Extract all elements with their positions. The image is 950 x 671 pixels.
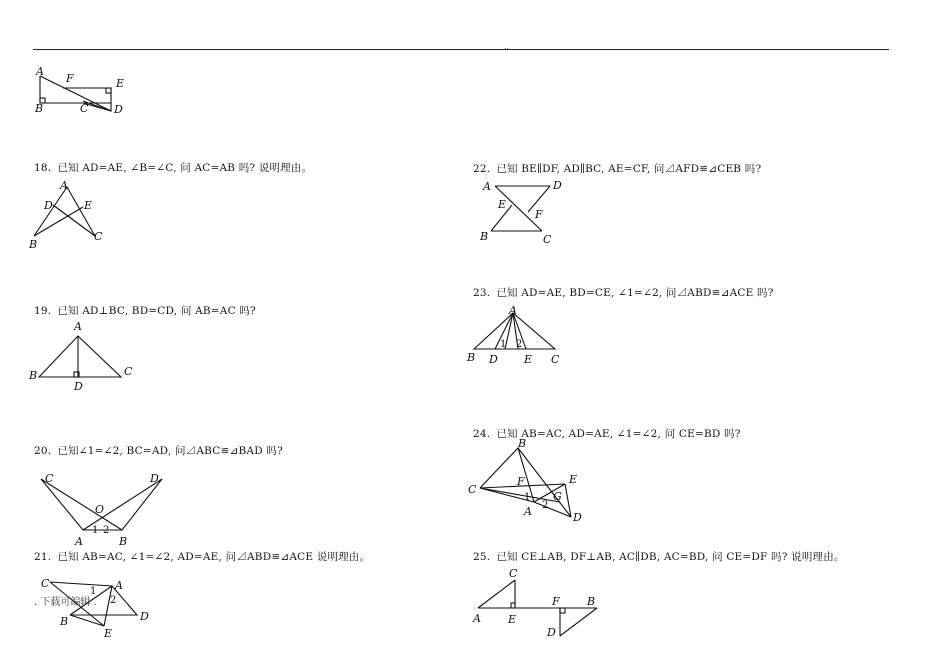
- label-E: E: [524, 353, 533, 366]
- problem-number: 25.: [473, 551, 491, 563]
- label-B: B: [518, 437, 527, 450]
- label-A: A: [115, 579, 123, 592]
- label-A: A: [473, 612, 481, 625]
- label-2: 2: [103, 525, 110, 536]
- label-1: 1: [500, 339, 507, 350]
- label-2: 2: [110, 595, 117, 606]
- label-C: C: [543, 233, 552, 246]
- label-B: B: [480, 230, 489, 243]
- label-C: C: [509, 567, 518, 580]
- label-D: D: [74, 380, 83, 393]
- label-E: E: [116, 77, 125, 90]
- label-E: E: [569, 473, 578, 486]
- label-E: E: [84, 199, 93, 212]
- label-G: G: [553, 490, 562, 503]
- problem-number: 22.: [473, 163, 491, 175]
- label-1: 1: [92, 525, 99, 536]
- label-C: C: [80, 102, 89, 115]
- label-C: C: [551, 353, 560, 366]
- label-1: 1: [90, 586, 97, 597]
- label-O: O: [95, 503, 105, 516]
- label-E: E: [104, 627, 113, 640]
- problem-text: 已知 CE⊥AB, DF⊥AB, AC∥DB, AC=BD, 问 CE=DF 吗? 说明理由。: [496, 551, 845, 563]
- problem-number: 20.: [34, 445, 52, 457]
- label-A: A: [74, 320, 82, 333]
- problem-number: 24.: [473, 428, 491, 440]
- problem-number: 19.: [34, 305, 52, 317]
- label-C: C: [45, 472, 54, 485]
- label-D: D: [573, 511, 582, 524]
- label-E: E: [508, 613, 517, 626]
- label-F: F: [535, 208, 543, 221]
- problem-number: 18.: [34, 162, 52, 174]
- problem-text: 已知∠1=∠2, BC=AD, 问⊿ABC≌⊿BAD 吗?: [57, 445, 283, 457]
- label-B: B: [29, 369, 38, 382]
- label-D: D: [140, 610, 149, 623]
- label-D: D: [114, 103, 123, 116]
- problem-number: 21.: [34, 551, 52, 563]
- label-B: B: [119, 535, 128, 548]
- problem-text: 已知 BE∥DF, AD∥BC, AE=CF, 问⊿AFD≌⊿CEB 吗?: [496, 163, 762, 175]
- label-F: F: [517, 475, 525, 488]
- label-D: D: [44, 199, 53, 212]
- label-A: A: [75, 535, 83, 548]
- label-A: A: [524, 505, 532, 518]
- header-mark: ..: [504, 42, 510, 51]
- label-C: C: [468, 483, 477, 496]
- label-B: B: [587, 595, 596, 608]
- problem-text: 已知 AB=AC, AD=AE, ∠1=∠2, 问 CE=BD 吗?: [496, 428, 741, 440]
- label-D: D: [489, 353, 498, 366]
- label-B: B: [60, 615, 69, 628]
- label-C: C: [94, 230, 103, 243]
- label-A: A: [509, 304, 517, 317]
- label-2: 2: [542, 500, 549, 511]
- label-A: A: [483, 180, 491, 193]
- page-footer: . 下载可编辑 .: [34, 597, 97, 608]
- label-F: F: [552, 595, 560, 608]
- problem-text: 已知 AD⊥BC, BD=CD, 问 AB=AC 吗?: [57, 305, 256, 317]
- label-B: B: [29, 238, 38, 251]
- problem-number: 23.: [473, 287, 491, 299]
- label-1: 1: [524, 492, 531, 503]
- label-F: F: [66, 72, 74, 85]
- label-B: B: [467, 351, 476, 364]
- label-A: A: [36, 65, 44, 78]
- label-D: D: [547, 626, 556, 639]
- label-D: D: [150, 472, 159, 485]
- problem-text: 已知 AD=AE, BD=CE, ∠1=∠2, 问⊿ABD≌⊿ACE 吗?: [496, 287, 774, 299]
- label-A: A: [60, 179, 68, 192]
- label-C: C: [41, 577, 50, 590]
- label-C: C: [124, 365, 133, 378]
- problem-text: 已知 AB=AC, ∠1=∠2, AD=AE, 问⊿ABD≌⊿ACE 说明理由。: [57, 551, 371, 563]
- label-E: E: [498, 198, 507, 211]
- label-2: 2: [516, 339, 523, 350]
- label-D: D: [553, 179, 562, 192]
- problem-text: 已知 AD=AE, ∠B=∠C, 问 AC=AB 吗? 说明理由。: [57, 162, 313, 174]
- label-B: B: [35, 102, 44, 115]
